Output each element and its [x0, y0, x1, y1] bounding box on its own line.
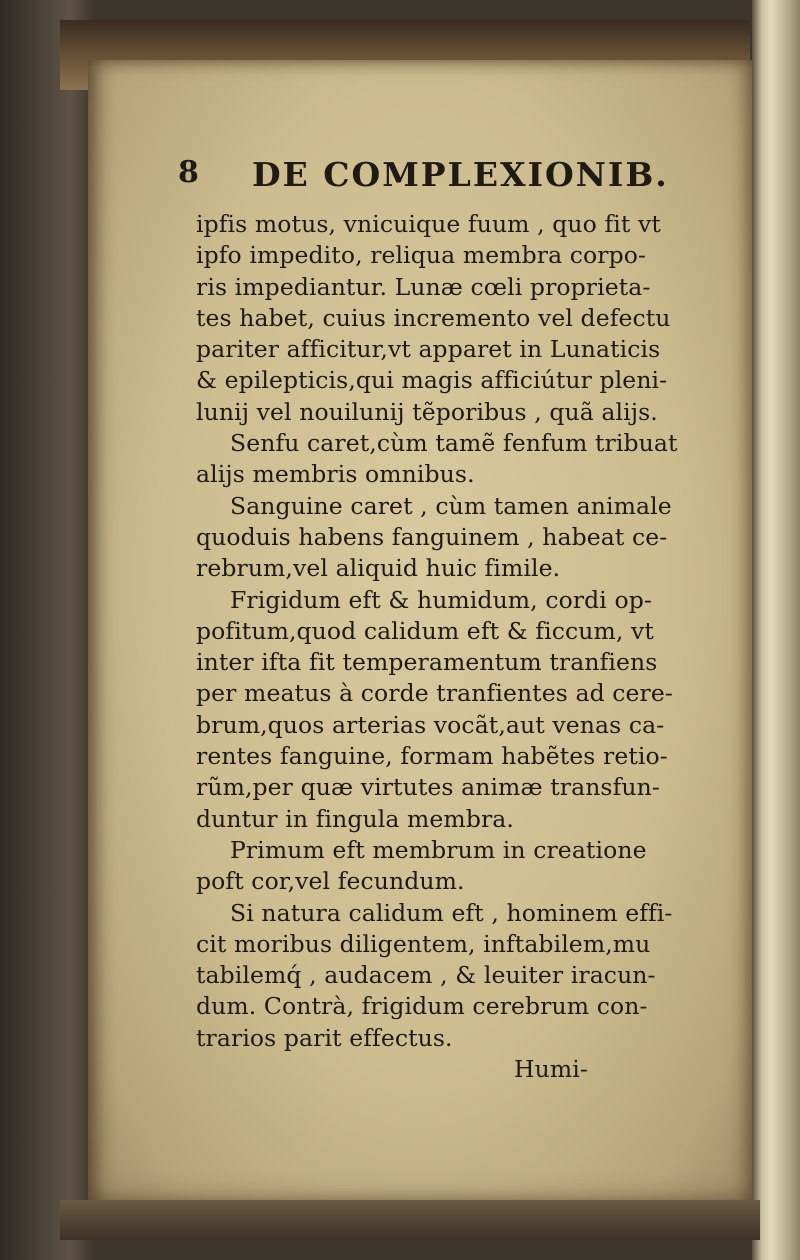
text-line: pariter afficitur,vt apparet in Lunaticis — [196, 335, 661, 364]
text-line: dum. Contrà, frigidum cerebrum con- — [196, 992, 648, 1021]
text-line: lunij vel nouilunij tẽporibus , quã alijs. — [196, 397, 658, 426]
text-line: Sanguine caret , cùm tamen animale — [230, 491, 672, 520]
running-title: DE COMPLEXIONIB. — [252, 155, 669, 194]
page-text-block — [178, 155, 736, 1085]
page-number: 8 — [178, 155, 200, 190]
text-line: rũm,per quæ virtutes animæ transfun- — [196, 773, 660, 802]
text-line: Si natura calidum eft , hominem effi- — [230, 898, 673, 927]
text-line: cit moribus diligentem, inftabilem,mu — [196, 929, 651, 958]
text-line: duntur in fingula membra. — [196, 804, 514, 833]
text-line: per meatus à corde tranfientes ad cere- — [196, 679, 673, 708]
text-line: Senfu caret,cùm tamẽ fenfum tribuat — [230, 429, 678, 458]
text-line: ipfo impedito, reliqua membra corpo- — [196, 241, 647, 270]
page-header — [178, 155, 736, 201]
facing-page-edge — [752, 0, 800, 1260]
text-line: tabilemq́ , audacem , & leuiter iracun- — [196, 961, 656, 990]
text-line: quoduis habens fanguinem , habeat ce- — [196, 522, 668, 551]
text-line: brum,quos arterias vocãt,aut venas ca- — [196, 710, 665, 739]
text-line: poft cor,vel fecundum. — [196, 867, 465, 896]
text-line: & epilepticis,qui magis afficiútur pleni- — [196, 366, 668, 395]
text-line: Primum eft membrum in creatione — [230, 835, 647, 864]
bottom-binding — [60, 1200, 760, 1240]
text-line: inter ifta fit temperamentum tranfiens — [196, 648, 658, 677]
catchword: Humi- — [514, 1055, 588, 1084]
text-line: tes habet, cuius incremento vel defectu — [196, 303, 671, 332]
text-line: ipfis motus, vnicuique fuum , quo fit vt — [196, 210, 661, 238]
text-line: rebrum,vel aliquid huic fimile. — [196, 554, 561, 583]
text-line: alijs membris omnibus. — [196, 460, 475, 489]
text-line: Frigidum eft & humidum, cordi op- — [230, 585, 652, 614]
text-line: rentes fanguine, formam habẽtes retio- — [196, 742, 668, 771]
text-line: trarios parit effectus. — [196, 1023, 453, 1052]
text-line: ris impediantur. Lunæ cœli proprieta- — [196, 272, 651, 301]
text-line: pofitum,quod calidum eft & ficcum, vt — [196, 616, 654, 645]
